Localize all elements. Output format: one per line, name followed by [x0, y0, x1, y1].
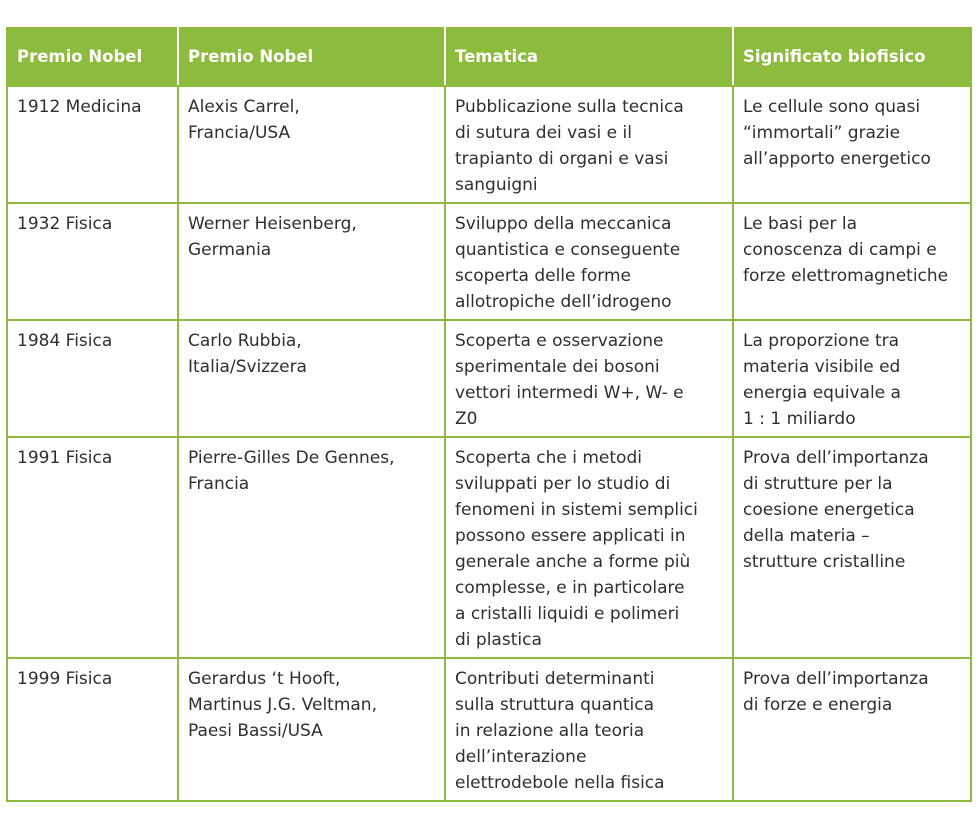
cell-laureate: Alexis Carrel, Francia/USA [178, 86, 445, 203]
cell-laureate: Gerardus ‘t Hooft, Martinus J.G. Veltman, Paesi Bassi/USA [178, 658, 445, 801]
cell-laureate: Carlo Rubbia, Italia/Svizzera [178, 320, 445, 437]
cell-year-field: 1999 Fisica [7, 658, 178, 801]
table-body [7, 86, 971, 801]
nobel-table [6, 27, 972, 802]
cell-year-field: 1991 Fisica [7, 437, 178, 658]
table-header [7, 28, 971, 86]
cell-topic: Scoperta che i metodi sviluppati per lo studio di fenomeni in sistemi semplici possono essere applicati in generale anche a forme più complesse, e in particolare a cristalli liquidi e polimeri di plastica [445, 437, 733, 658]
header-significato-biofisico: Significato biofisico [733, 28, 971, 86]
header-premio-nobel-laureate: Premio Nobel [178, 28, 445, 86]
cell-meaning: Prova dell’importanza di forze e energia [733, 658, 971, 801]
cell-topic: Contributi determinanti sulla struttura quantica in relazione alla teoria dell’interazione elettrodebole nella fisica [445, 658, 733, 801]
cell-meaning: Le cellule sono quasi “immortali” grazie all’apporto energetico [733, 86, 971, 203]
table-row [7, 86, 971, 203]
cell-topic: Pubblicazione sulla tecnica di sutura dei vasi e il trapianto di organi e vasi sanguigni [445, 86, 733, 203]
header-premio-nobel-year: Premio Nobel [7, 28, 178, 86]
cell-meaning: Le basi per la conoscenza di campi e forze elettromagnetiche [733, 203, 971, 320]
cell-topic: Sviluppo della meccanica quantistica e conseguente scoperta delle forme allotropiche dell’idrogeno [445, 203, 733, 320]
header-row [7, 28, 971, 86]
cell-laureate: Werner Heisenberg, Germania [178, 203, 445, 320]
table-row [7, 203, 971, 320]
header-tematica: Tematica [445, 28, 733, 86]
table-row [7, 320, 971, 437]
cell-meaning: La proporzione tra materia visibile ed energia equivale a 1 : 1 miliardo [733, 320, 971, 437]
cell-year-field: 1912 Medicina [7, 86, 178, 203]
cell-year-field: 1932 Fisica [7, 203, 178, 320]
table-row [7, 437, 971, 658]
cell-year-field: 1984 Fisica [7, 320, 178, 437]
cell-meaning: Prova dell’importanza di strutture per la coesione energetica della materia – strutture cristalline [733, 437, 971, 658]
cell-topic: Scoperta e osservazione sperimentale dei bosoni vettori intermedi W+, W- e Z0 [445, 320, 733, 437]
cell-laureate: Pierre-Gilles De Gennes, Francia [178, 437, 445, 658]
table-row [7, 658, 971, 801]
